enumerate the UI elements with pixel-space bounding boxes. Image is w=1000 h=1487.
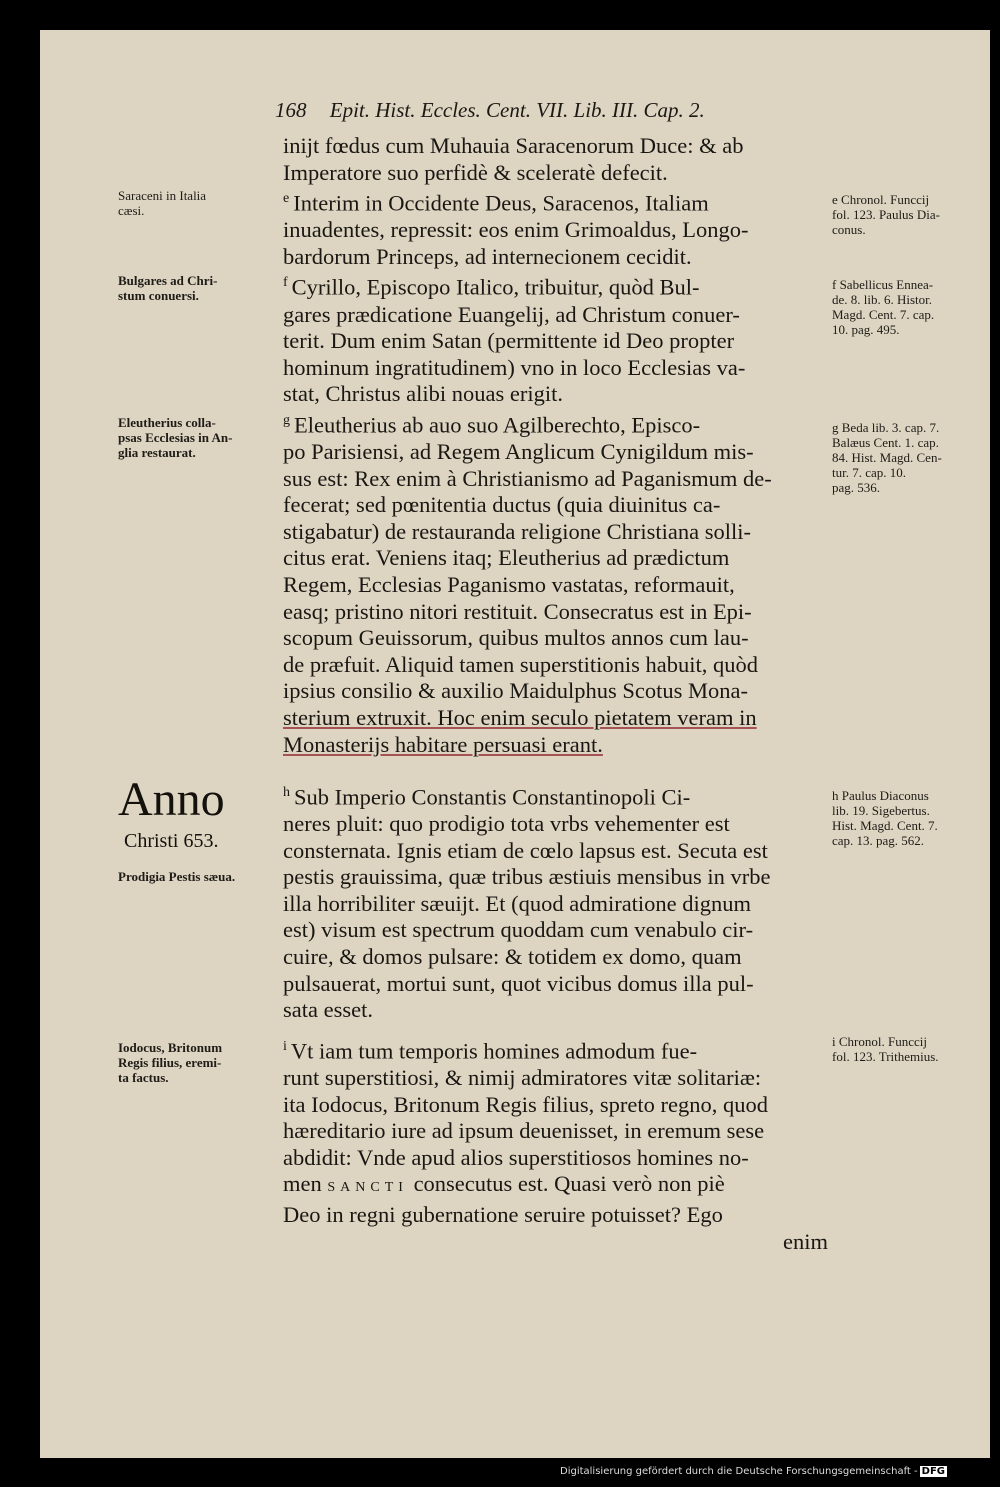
left-margin-note: Prodigia Pestis sæua. <box>118 869 236 884</box>
text-line-underlined: sterium extruxit. Hoc enim seculo pietatem veram in <box>283 704 757 730</box>
paragraph-g-line: $^g$ Eleutherius ab auo suo Agilberechto, Episco- <box>283 412 701 438</box>
text-line: hæreditario iure ad ipsum deuenisset, in eremum sese <box>283 1118 765 1144</box>
text-line: ita Iodocus, Britonum Regis filius, spreto regno, quod <box>283 1091 768 1117</box>
left-margin-note: Bulgares ad Chri- stum conuersi. <box>118 273 218 303</box>
left-margin-note: Iodocus, Britonum Regis filius, eremi- ta factus. <box>118 1040 223 1085</box>
running-title: Epit. Hist. Eccles. Cent. VII. Lib. III. Cap. 2. <box>329 98 705 122</box>
text-line: easq; pristino nitori restituit. Consecratus est in Epi- <box>283 598 752 624</box>
catchword: enim <box>783 1228 828 1254</box>
text-line: fecerat; sed pœnitentia ductus (quia diuinitus ca- <box>283 492 721 518</box>
footnote-marker: g <box>283 412 290 428</box>
footnote-marker: i <box>283 1039 287 1054</box>
text-line: Imperatore suo perfidè & sceleratè defecit. <box>283 159 668 185</box>
running-header <box>275 98 815 123</box>
text-line: abdidit: Vnde apud alios superstitiosos homines no- <box>283 1144 749 1170</box>
text-line: pestis grauissima, quæ tribus æstiuis mensibus in vrbe <box>283 864 771 890</box>
text-line-underlined: Monasterijs habitare persuasi erant. <box>283 731 603 757</box>
text-line: runt superstitiosi, & nimij admiratores vitæ solitariæ: <box>283 1065 762 1091</box>
paragraph-i-line: $^i$ Vt iam tum temporis homines admodum fue- <box>283 1038 698 1064</box>
text-line: Deo in regni gubernatione seruire potuisset? Ego <box>283 1202 723 1228</box>
text-line: Regem, Ecclesias Paganismo vastatas, reformauit, <box>283 572 735 597</box>
text-line: stat, Christus alibi nouas erigit. <box>283 381 563 407</box>
text-line: sus est: Rex enim à Christianismo ad Paganismum de- <box>283 465 772 491</box>
text-line: de præfuit. Aliquid tamen superstitionis habuit, quòd <box>283 651 758 677</box>
text-line: ipsius consilio & auxilio Maidulphus Scotus Mona- <box>283 678 748 704</box>
paragraph-f-line: $^f$ Cyrillo, Episcopo Italico, tribuitur, quòd Bul- <box>283 274 700 300</box>
left-margin-note: Eleutherius colla- psas Ecclesias in An- glia restaurat. <box>118 415 233 460</box>
main-text-h <box>283 780 828 1024</box>
main-text-i <box>283 1034 828 1255</box>
footer-text: Digitalisierung gefördert durch die Deutsche Forschungsgemeinschaft - <box>560 1466 918 1477</box>
left-margin-note: Saraceni in Italia cæsi. <box>118 188 207 218</box>
text-line: illa horribiliter sæuijt. Et (quod admiratione dignum <box>283 890 752 916</box>
text-line: pulsauerat, mortui sunt, quot vicibus domus illa pul- <box>283 970 754 996</box>
christi-year: Christi 653. <box>124 830 219 852</box>
text-line: est) visum est spectrum quoddam cum venabulo cir- <box>283 917 754 943</box>
right-margin-note: h Paulus Diaconus lib. 19. Sigebertus. Hist. Magd. Cent. 7. cap. 13. pag. 562. <box>832 788 938 848</box>
text-line: consternata. Ignis etiam de cœlo lapsus est. Secuta est <box>283 837 768 863</box>
text-line: stigabatur) de restauranda religione Christiana solli- <box>283 518 751 544</box>
paragraph-h-line: $^h$ Sub Imperio Constantis Constantinopoli Ci- <box>283 784 691 810</box>
text-line: inuadentes, repressit: eos enim Grimoaldus, Longo- <box>283 217 749 243</box>
text-line: neres pluit: quo prodigio tota vrbs vehementer est <box>283 811 730 837</box>
text-line: cuire, & domos pulsare: & totidem ex domo, quam <box>283 944 742 970</box>
text-line-sancti: men SANCTI consecutus est. Quasi verò non piè <box>283 1171 725 1197</box>
text-line: po Parisiensi, ad Regem Anglicum Cynigildum mis- <box>283 439 754 465</box>
text-line: inijt fœdus cum Muhauia Saracenorum Duce: & ab <box>283 133 744 158</box>
text-line: scopum Geuissorum, quibus multos annos cum lau- <box>283 625 749 651</box>
right-margin-note: i Chronol. Funccij fol. 123. Trithemius. <box>832 1034 939 1064</box>
right-margin-note: e Chronol. Funccij fol. 123. Paulus Dia- conus. <box>832 192 940 237</box>
footnote-marker: e <box>283 191 290 207</box>
text-line: terit. Dum enim Satan (permittente id Deo propter <box>283 328 735 354</box>
footer-credit <box>560 1466 995 1477</box>
footnote-marker: f <box>283 275 288 291</box>
text-line: hominum ingratitudinem) vno in loco Ecclesias va- <box>283 354 746 380</box>
main-text <box>283 133 828 758</box>
text-line: citus erat. Veniens itaq; Eleutherius ad prædictum <box>283 545 730 571</box>
right-margin-note: g Beda lib. 3. cap. 7. Balæus Cent. 1. cap. 84. Hist. Magd. Cen- tur. 7. cap. 10. pag. 536. <box>832 420 942 495</box>
footnote-marker: h <box>283 785 290 800</box>
dfg-logo: DFG <box>921 1466 945 1477</box>
text-line: bardorum Princeps, ad internecionem cecidit. <box>283 243 692 269</box>
sancti-word: SANCTI <box>327 1180 408 1196</box>
anno-heading: Anno <box>118 773 225 826</box>
paragraph-e-line: $^e$ Interim in Occidente Deus, Saracenos, Italiam <box>283 190 709 216</box>
page-number: 168 <box>275 98 307 122</box>
text-line: sata esset. <box>283 997 373 1023</box>
right-margin-note: f Sabellicus Ennea- de. 8. lib. 6. Histor. Magd. Cent. 7. cap. 10. pag. 495. <box>832 277 935 337</box>
text-line: gares prædicatione Euangelij, ad Christum conuer- <box>283 301 740 327</box>
